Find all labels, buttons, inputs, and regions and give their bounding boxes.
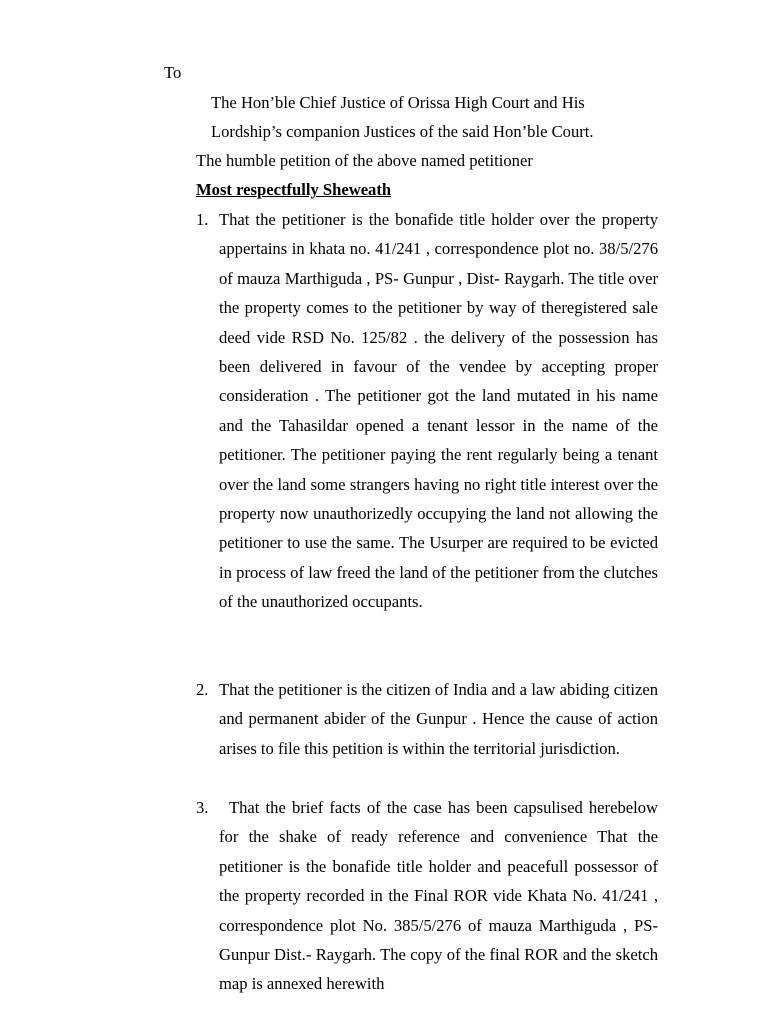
petition-intro: The humble petition of the above named petitioner <box>196 151 533 170</box>
paragraph-text: That the brief facts of the case has been capsulised herebelow for the shake of ready reference and convenience That the petitioner is the bonafide title holder and peacefull possessor of the property recorded in the Final ROR vide Khata No. 41/241 , correspondence plot No. 385/5/276 of mauza Marthiguda , PS- Gunpur Dist.- Raygarh. The copy of the final ROR and the sketch map is annexed herewith <box>219 798 658 994</box>
section-heading: Most respectfully Sheweath <box>196 180 392 199</box>
paragraph-2 <box>196 675 658 763</box>
paragraph-text: That the petitioner is the citizen of India and a law abiding citizen and permanent abider of the Gunpur . Hence the cause of action arises to file this petition is within the territorial jurisdiction. <box>219 680 658 758</box>
salutation: To <box>164 63 182 82</box>
paragraph-number: 2. <box>196 680 209 699</box>
paragraph-number: 1. <box>196 210 209 229</box>
paragraph-3 <box>196 793 658 999</box>
addressee-line-2: Lordship’s companion Justices of the said Hon’ble Court. <box>211 122 594 141</box>
paragraph-1 <box>196 205 658 617</box>
paragraph-text: That the petitioner is the bonafide title holder over the property appertains in khata no. 41/241 , correspondence plot no. 38/5/276 of mauza Marthiguda , PS- Gunpur , Dist- Raygarh. The title over the property comes to the petitioner by way of theregistered sale deed vide RSD No. 125/82 . the delivery of the possession has been delivered in favour of the vendee by accepting proper consideration . The petitioner got the land mutated in his name and the Tahasildar opened a tenant lessor in the name of the petitioner. The petitioner paying the rent regularly being a tenant over the land some strangers having no right title interest over the property now unauthorizedly occupying the land not allowing the petitioner to use the same. The Usurper are required to be evicted in process of law freed the land of the petitioner from the clutches of the unauthorized occupants. <box>219 210 658 612</box>
addressee-line-1: The Hon’ble Chief Justice of Orissa High Court and His <box>211 93 585 112</box>
paragraph-number: 3. <box>196 798 209 817</box>
